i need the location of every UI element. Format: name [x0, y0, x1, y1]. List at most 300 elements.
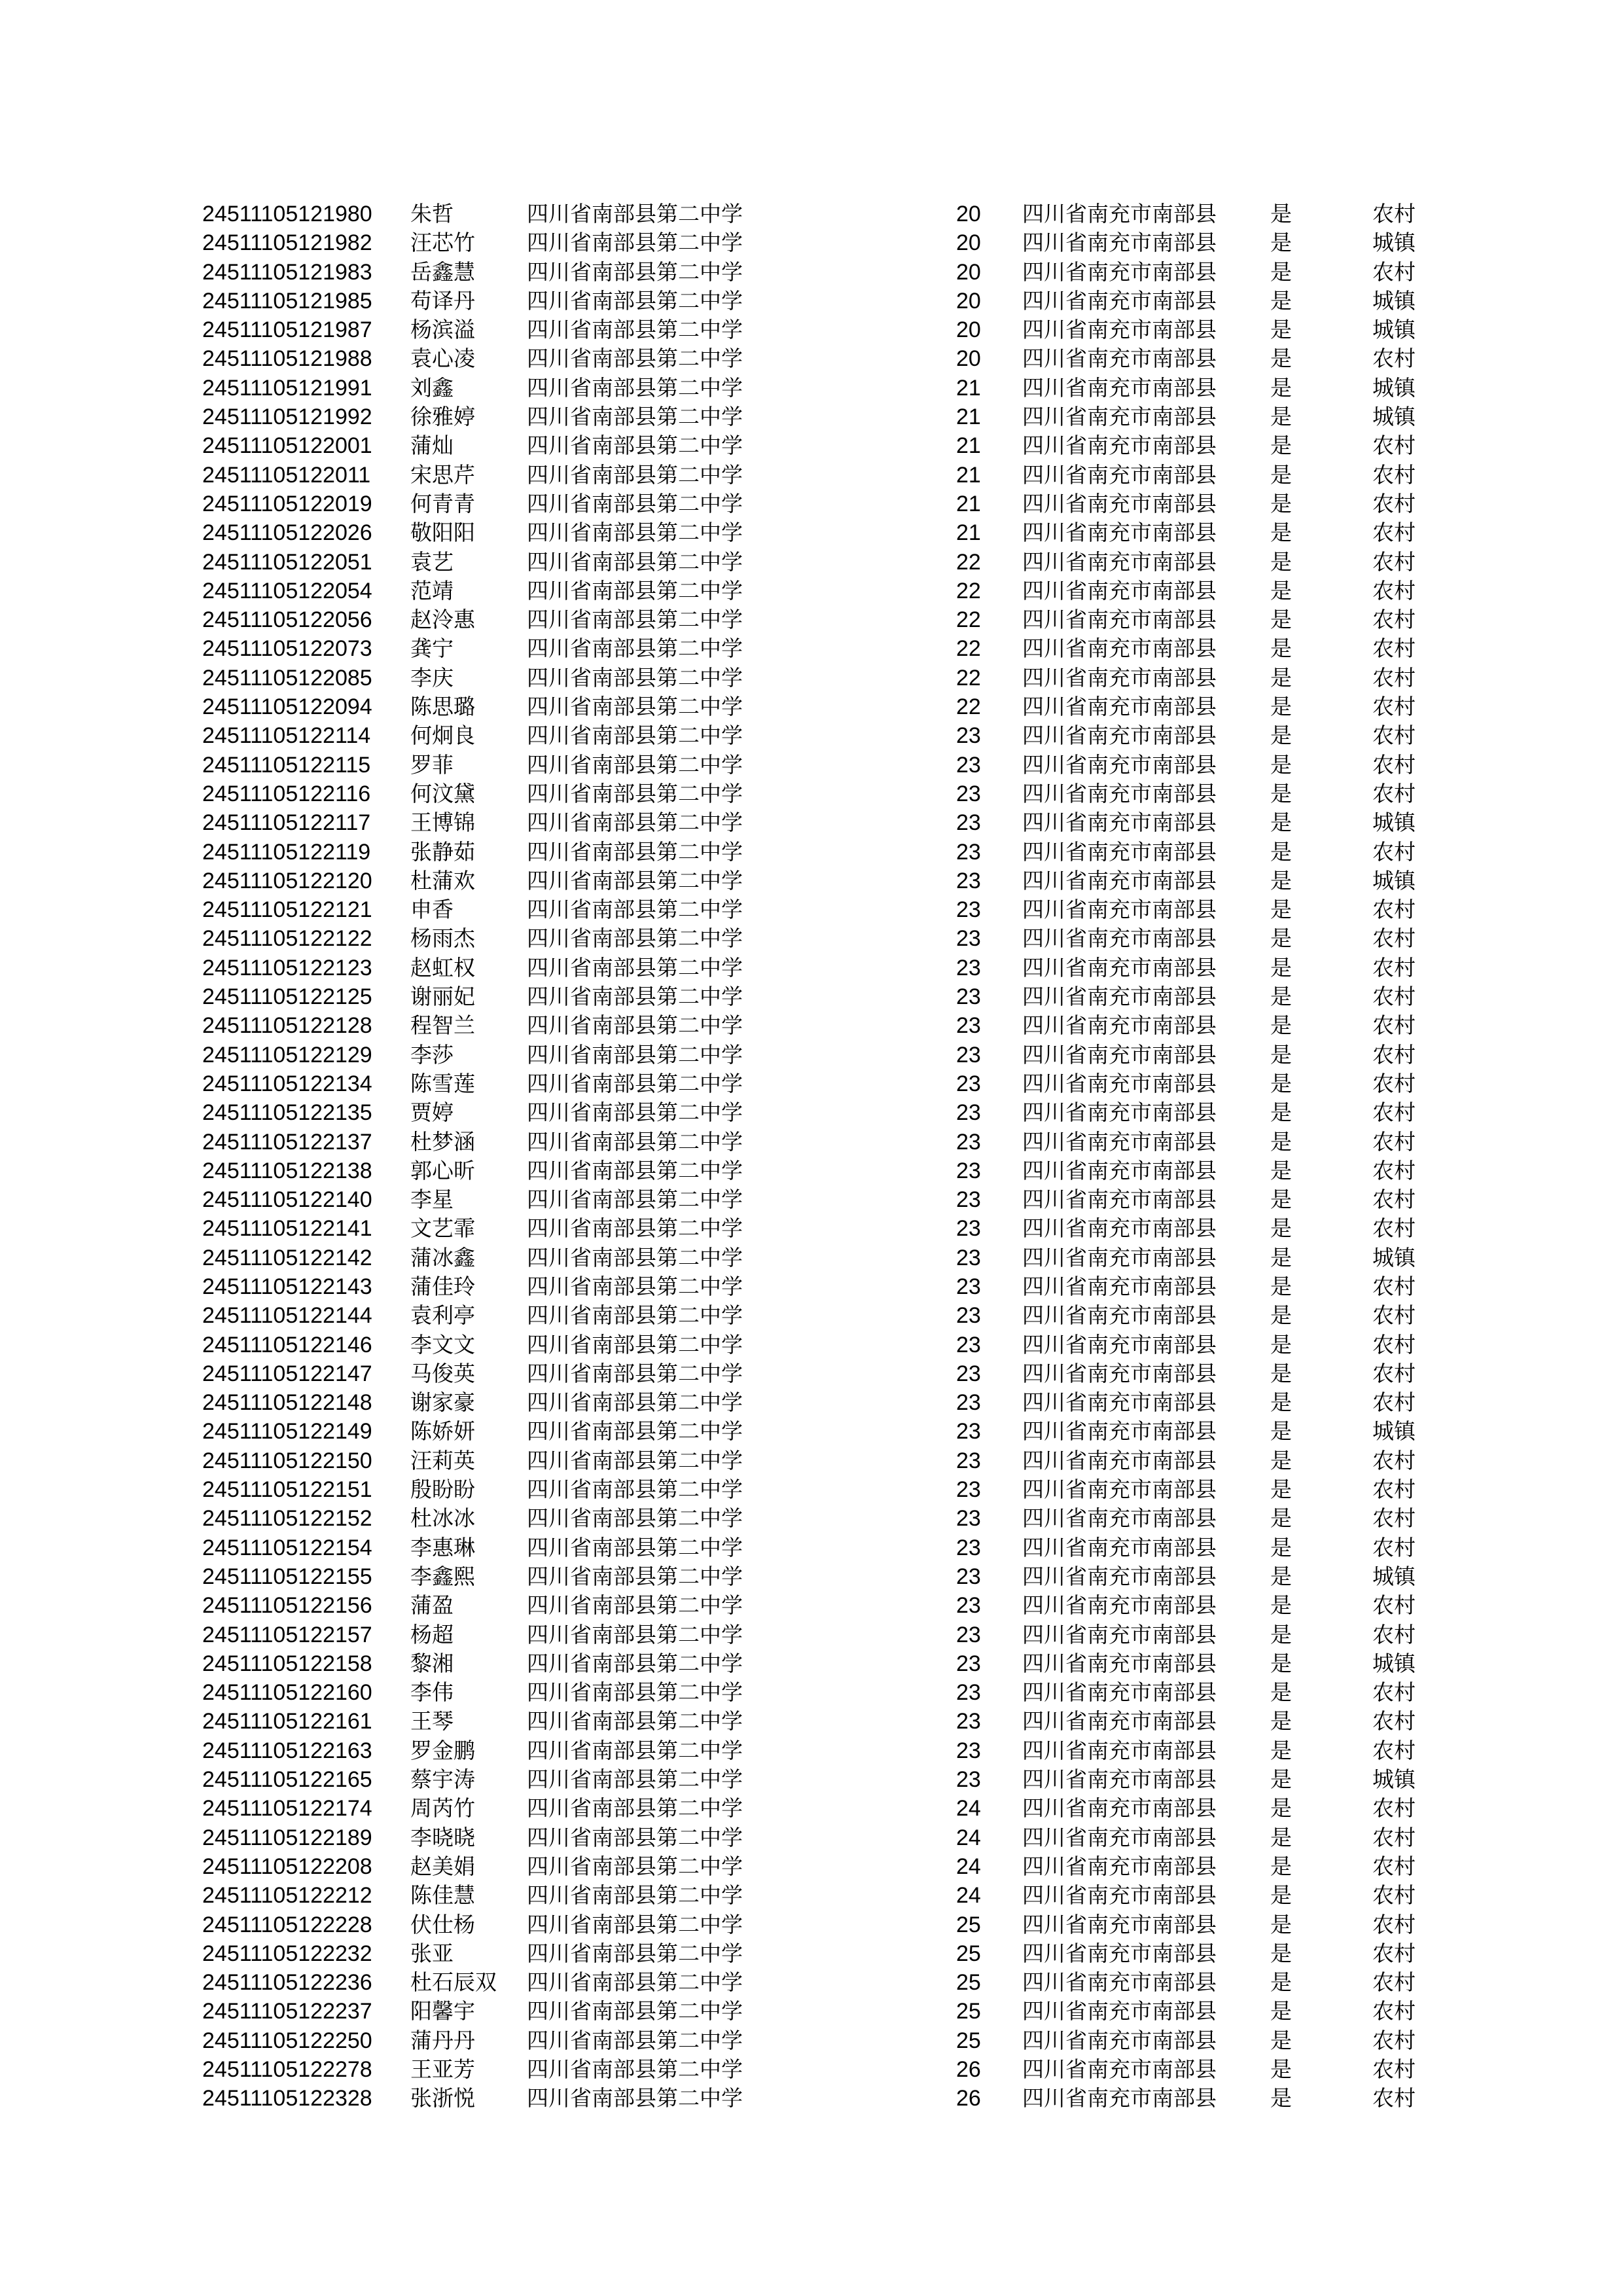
eligibility: 是	[1270, 954, 1292, 980]
score: 23	[956, 1013, 981, 1039]
student-id: 24511105121988	[202, 346, 372, 372]
score: 23	[956, 1187, 981, 1213]
school-name: 四川省南部县第二中学	[527, 1273, 743, 1299]
student-id: 24511105122161	[202, 1709, 372, 1734]
school-name: 四川省南部县第二中学	[527, 984, 743, 1010]
school-name: 四川省南部县第二中学	[527, 1331, 743, 1357]
student-name: 蒲丹丹	[410, 2027, 475, 2053]
table-row	[0, 1331, 1623, 1359]
school-name: 四川省南部县第二中学	[527, 636, 743, 662]
score: 22	[956, 665, 981, 691]
table-row	[0, 374, 1623, 403]
school-name: 四川省南部县第二中学	[527, 751, 743, 778]
table-row	[0, 1417, 1623, 1446]
score: 23	[956, 1071, 981, 1096]
school-name: 四川省南部县第二中学	[527, 259, 743, 285]
score: 23	[956, 1361, 981, 1386]
table-row	[0, 634, 1623, 663]
student-id: 24511105122134	[202, 1071, 372, 1096]
score: 23	[956, 1332, 981, 1357]
eligibility: 是	[1270, 2056, 1292, 2082]
student-name: 汪莉英	[410, 1447, 475, 1473]
score: 23	[956, 1303, 981, 1329]
eligibility: 是	[1270, 490, 1292, 516]
school-name: 四川省南部县第二中学	[527, 954, 743, 980]
score: 24	[956, 1796, 981, 1821]
student-id: 24511105122156	[202, 1593, 372, 1619]
table-row	[0, 1736, 1623, 1765]
score: 23	[956, 1129, 981, 1155]
region: 四川省南充市南部县	[1022, 925, 1217, 952]
table-row	[0, 924, 1623, 953]
student-id: 24511105122151	[202, 1477, 372, 1503]
residence-type: 城镇	[1372, 1418, 1416, 1444]
student-name: 杜冰冰	[410, 1505, 475, 1532]
residence-type: 农村	[1372, 433, 1416, 459]
eligibility: 是	[1270, 925, 1292, 952]
school-name: 四川省南部县第二中学	[527, 1070, 743, 1096]
residence-type: 农村	[1372, 897, 1416, 923]
student-name: 文艺霏	[410, 1215, 475, 1242]
residence-type: 农村	[1372, 1621, 1416, 1647]
school-name: 四川省南部县第二中学	[527, 1940, 743, 1966]
student-name: 蒲灿	[410, 433, 454, 459]
eligibility: 是	[1270, 317, 1292, 343]
school-name: 四川省南部县第二中学	[527, 1911, 743, 1937]
table-row	[0, 315, 1623, 344]
region: 四川省南充市南部县	[1022, 1767, 1217, 1793]
score: 22	[956, 607, 981, 633]
school-name: 四川省南部县第二中学	[527, 577, 743, 603]
table-row	[0, 344, 1623, 373]
region: 四川省南充市南部县	[1022, 2056, 1217, 2082]
residence-type: 农村	[1372, 1013, 1416, 1039]
table-row	[0, 838, 1623, 867]
eligibility: 是	[1270, 1882, 1292, 1909]
score: 21	[956, 520, 981, 546]
eligibility: 是	[1270, 838, 1292, 865]
school-name: 四川省南部县第二中学	[527, 897, 743, 923]
region: 四川省南充市南部县	[1022, 810, 1217, 836]
school-name: 四川省南部县第二中学	[527, 1795, 743, 1821]
region: 四川省南充市南部县	[1022, 1563, 1217, 1589]
score: 25	[956, 1941, 981, 1966]
region: 四川省南充市南部县	[1022, 1650, 1217, 1676]
table-row	[0, 780, 1623, 808]
residence-type: 农村	[1372, 461, 1416, 488]
residence-type: 农村	[1372, 1273, 1416, 1299]
school-name: 四川省南部县第二中学	[527, 548, 743, 575]
score: 23	[956, 1709, 981, 1734]
score: 23	[956, 1100, 981, 1126]
school-name: 四川省南部县第二中学	[527, 461, 743, 488]
region: 四川省南充市南部县	[1022, 1592, 1217, 1619]
region: 四川省南充市南部县	[1022, 664, 1217, 691]
eligibility: 是	[1270, 1795, 1292, 1821]
residence-type: 农村	[1372, 723, 1416, 749]
student-name: 蒲盈	[410, 1592, 454, 1619]
score: 23	[956, 1767, 981, 1793]
region: 四川省南充市南部县	[1022, 346, 1217, 372]
table-row	[0, 1185, 1623, 1214]
residence-type: 农村	[1372, 1331, 1416, 1357]
student-id: 24511105122228	[202, 1912, 372, 1937]
table-row	[0, 1794, 1623, 1823]
eligibility: 是	[1270, 1100, 1292, 1126]
student-id: 24511105122123	[202, 955, 372, 980]
school-name: 四川省南部县第二中学	[527, 1882, 743, 1909]
student-id: 24511105122157	[202, 1622, 372, 1647]
student-name: 王亚芳	[410, 2056, 475, 2082]
score: 23	[956, 868, 981, 893]
score: 24	[956, 1854, 981, 1879]
school-name: 四川省南部县第二中学	[527, 1418, 743, 1444]
residence-type: 农村	[1372, 1708, 1416, 1734]
student-name: 王琴	[410, 1708, 454, 1734]
table-row	[0, 1011, 1623, 1040]
score: 20	[956, 202, 981, 226]
student-name: 杨滨溢	[410, 317, 475, 343]
student-name: 申香	[410, 897, 454, 923]
eligibility: 是	[1270, 1187, 1292, 1213]
student-id: 24511105121985	[202, 288, 372, 314]
residence-type: 农村	[1372, 1592, 1416, 1619]
student-id: 24511105121992	[202, 404, 372, 430]
student-name: 袁艺	[410, 548, 454, 575]
table-row	[0, 867, 1623, 895]
school-name: 四川省南部县第二中学	[527, 1244, 743, 1270]
score: 20	[956, 317, 981, 343]
score: 25	[956, 2028, 981, 2053]
school-name: 四川省南部县第二中学	[527, 1187, 743, 1213]
score: 23	[956, 810, 981, 836]
eligibility: 是	[1270, 1650, 1292, 1676]
student-id: 24511105122121	[202, 897, 372, 923]
table-row	[0, 1388, 1623, 1417]
eligibility: 是	[1270, 1041, 1292, 1067]
region: 四川省南充市南部县	[1022, 490, 1217, 516]
student-name: 杜蒲欢	[410, 867, 475, 893]
residence-type: 农村	[1372, 1534, 1416, 1560]
student-name: 李晓晓	[410, 1824, 475, 1850]
score: 23	[956, 723, 981, 749]
eligibility: 是	[1270, 1534, 1292, 1560]
region: 四川省南充市南部县	[1022, 1998, 1217, 2024]
student-name: 李文文	[410, 1331, 475, 1357]
student-name: 郭心昕	[410, 1157, 475, 1183]
region: 四川省南充市南部县	[1022, 1215, 1217, 1242]
residence-type: 农村	[1372, 1795, 1416, 1821]
region: 四川省南充市南部县	[1022, 636, 1217, 662]
student-name: 敬阳阳	[410, 520, 475, 546]
residence-type: 农村	[1372, 577, 1416, 603]
region: 四川省南充市南部县	[1022, 1041, 1217, 1067]
table-row	[0, 1214, 1623, 1243]
student-name: 宋思芹	[410, 461, 475, 488]
eligibility: 是	[1270, 433, 1292, 459]
eligibility: 是	[1270, 287, 1292, 314]
student-id: 24511105122085	[202, 665, 372, 691]
school-name: 四川省南部县第二中学	[527, 1447, 743, 1473]
region: 四川省南充市南部县	[1022, 287, 1217, 314]
score: 21	[956, 491, 981, 516]
student-id: 24511105122328	[202, 2086, 372, 2111]
score: 25	[956, 1912, 981, 1937]
table-row	[0, 403, 1623, 431]
table-row	[0, 1823, 1623, 1852]
school-name: 四川省南部县第二中学	[527, 867, 743, 893]
student-id: 24511105122212	[202, 1883, 372, 1909]
eligibility: 是	[1270, 636, 1292, 662]
residence-type: 农村	[1372, 954, 1416, 980]
score: 23	[956, 1158, 981, 1183]
student-id: 24511105121987	[202, 317, 372, 343]
student-name: 袁利亭	[410, 1302, 475, 1329]
student-name: 陈思璐	[410, 694, 475, 720]
student-id: 24511105122150	[202, 1448, 372, 1473]
student-id: 24511105122146	[202, 1332, 372, 1357]
region: 四川省南充市南部县	[1022, 1447, 1217, 1473]
school-name: 四川省南部县第二中学	[527, 1100, 743, 1126]
school-name: 四川省南部县第二中学	[527, 1563, 743, 1589]
eligibility: 是	[1270, 230, 1292, 256]
school-name: 四川省南部县第二中学	[527, 694, 743, 720]
school-name: 四川省南部县第二中学	[527, 780, 743, 806]
school-name: 四川省南部县第二中学	[527, 1477, 743, 1503]
residence-type: 农村	[1372, 1940, 1416, 1966]
residence-type: 城镇	[1372, 374, 1416, 401]
residence-type: 城镇	[1372, 810, 1416, 836]
residence-type: 农村	[1372, 1187, 1416, 1213]
student-id: 24511105122165	[202, 1767, 372, 1793]
student-name: 汪芯竹	[410, 230, 475, 256]
eligibility: 是	[1270, 1737, 1292, 1763]
eligibility: 是	[1270, 374, 1292, 401]
residence-type: 农村	[1372, 2085, 1416, 2111]
table-row	[0, 1968, 1623, 1997]
eligibility: 是	[1270, 2027, 1292, 2053]
score: 22	[956, 636, 981, 662]
region: 四川省南充市南部县	[1022, 1679, 1217, 1706]
school-name: 四川省南部县第二中学	[527, 317, 743, 343]
student-id: 24511105122142	[202, 1245, 372, 1270]
residence-type: 农村	[1372, 1824, 1416, 1850]
eligibility: 是	[1270, 1447, 1292, 1473]
eligibility: 是	[1270, 1592, 1292, 1619]
school-name: 四川省南部县第二中学	[527, 1679, 743, 1706]
eligibility: 是	[1270, 1505, 1292, 1532]
eligibility: 是	[1270, 694, 1292, 720]
school-name: 四川省南部县第二中学	[527, 2056, 743, 2082]
table-row	[0, 1475, 1623, 1504]
eligibility: 是	[1270, 548, 1292, 575]
student-id: 24511105122232	[202, 1941, 372, 1966]
region: 四川省南充市南部县	[1022, 1418, 1217, 1444]
student-id: 24511105122138	[202, 1158, 372, 1183]
school-name: 四川省南部县第二中学	[527, 1360, 743, 1386]
student-name: 王博锦	[410, 810, 475, 836]
table-row	[0, 1534, 1623, 1562]
eligibility: 是	[1270, 1273, 1292, 1299]
eligibility: 是	[1270, 1563, 1292, 1589]
student-name: 范靖	[410, 577, 454, 603]
eligibility: 是	[1270, 1302, 1292, 1329]
residence-type: 农村	[1372, 201, 1416, 226]
table-row	[0, 1852, 1623, 1881]
residence-type: 农村	[1372, 2056, 1416, 2082]
student-id: 24511105122119	[202, 839, 371, 865]
region: 四川省南充市南部县	[1022, 1013, 1217, 1039]
student-id: 24511105122152	[202, 1506, 372, 1532]
student-id: 24511105122117	[202, 810, 371, 836]
table-row	[0, 1504, 1623, 1533]
score: 20	[956, 259, 981, 285]
score: 22	[956, 578, 981, 603]
eligibility: 是	[1270, 404, 1292, 430]
residence-type: 农村	[1372, 1447, 1416, 1473]
student-id: 24511105122160	[202, 1680, 372, 1706]
region: 四川省南充市南部县	[1022, 1824, 1217, 1850]
school-name: 四川省南部县第二中学	[527, 607, 743, 633]
school-name: 四川省南部县第二中学	[527, 925, 743, 952]
eligibility: 是	[1270, 1013, 1292, 1039]
score: 25	[956, 1999, 981, 2024]
student-name: 殷盼盼	[410, 1477, 475, 1503]
student-id: 24511105122128	[202, 1013, 372, 1039]
school-name: 四川省南部县第二中学	[527, 374, 743, 401]
school-name: 四川省南部县第二中学	[527, 1824, 743, 1850]
table-row	[0, 2026, 1623, 2055]
student-name: 袁心凌	[410, 346, 475, 372]
student-id: 24511105122154	[202, 1535, 372, 1560]
residence-type: 农村	[1372, 1100, 1416, 1126]
region: 四川省南充市南部县	[1022, 433, 1217, 459]
score: 20	[956, 288, 981, 314]
student-name: 徐雅婷	[410, 404, 475, 430]
score: 23	[956, 1477, 981, 1503]
residence-type: 农村	[1372, 636, 1416, 662]
eligibility: 是	[1270, 1157, 1292, 1183]
student-name: 何汶黛	[410, 780, 475, 806]
school-name: 四川省南部县第二中学	[527, 1621, 743, 1647]
table-row	[0, 1272, 1623, 1301]
table-row	[0, 200, 1623, 228]
residence-type: 农村	[1372, 1969, 1416, 1996]
region: 四川省南充市南部县	[1022, 317, 1217, 343]
table-row	[0, 2084, 1623, 2113]
region: 四川省南充市南部县	[1022, 201, 1217, 226]
score: 21	[956, 462, 981, 488]
residence-type: 农村	[1372, 346, 1416, 372]
school-name: 四川省南部县第二中学	[527, 1302, 743, 1329]
residence-type: 农村	[1372, 1477, 1416, 1503]
student-id: 24511105122163	[202, 1738, 372, 1763]
residence-type: 农村	[1372, 2027, 1416, 2053]
residence-type: 农村	[1372, 984, 1416, 1010]
student-name: 李莎	[410, 1041, 454, 1067]
table-row	[0, 228, 1623, 257]
student-name: 谢丽妃	[410, 984, 475, 1010]
student-name: 李星	[410, 1187, 454, 1213]
student-name: 杨超	[410, 1621, 454, 1647]
score: 23	[956, 1738, 981, 1763]
eligibility: 是	[1270, 751, 1292, 778]
residence-type: 农村	[1372, 1853, 1416, 1879]
region: 四川省南充市南部县	[1022, 984, 1217, 1010]
table-row	[0, 1707, 1623, 1736]
student-name: 陈雪莲	[410, 1070, 475, 1096]
score: 23	[956, 752, 981, 778]
table-row	[0, 1678, 1623, 1707]
student-id: 24511105122135	[202, 1100, 372, 1126]
score: 23	[956, 1448, 981, 1473]
student-name: 何炯良	[410, 723, 475, 749]
table-row	[0, 1910, 1623, 1939]
school-name: 四川省南部县第二中学	[527, 1157, 743, 1183]
table-row	[0, 1301, 1623, 1330]
score: 23	[956, 1651, 981, 1676]
residence-type: 城镇	[1372, 1650, 1416, 1676]
residence-type: 城镇	[1372, 317, 1416, 343]
student-name: 朱哲	[410, 201, 454, 226]
school-name: 四川省南部县第二中学	[527, 201, 743, 226]
table-row	[0, 751, 1623, 780]
student-id: 24511105122147	[202, 1361, 372, 1386]
residence-type: 农村	[1372, 1998, 1416, 2024]
student-id: 24511105122026	[202, 520, 372, 546]
table-row	[0, 1359, 1623, 1388]
table-row	[0, 461, 1623, 490]
student-name: 李惠琳	[410, 1534, 475, 1560]
student-id: 24511105122116	[202, 781, 371, 806]
eligibility: 是	[1270, 1679, 1292, 1706]
school-name: 四川省南部县第二中学	[527, 490, 743, 516]
table-row	[0, 1765, 1623, 1794]
region: 四川省南充市南部县	[1022, 1244, 1217, 1270]
student-name: 苟译丹	[410, 287, 475, 314]
school-name: 四川省南部县第二中学	[527, 1998, 743, 2024]
student-id: 24511105122237	[202, 1999, 372, 2024]
residence-type: 城镇	[1372, 404, 1416, 430]
eligibility: 是	[1270, 577, 1292, 603]
eligibility: 是	[1270, 1418, 1292, 1444]
eligibility: 是	[1270, 1767, 1292, 1793]
eligibility: 是	[1270, 1070, 1292, 1096]
table-row	[0, 1157, 1623, 1185]
student-name: 蒲冰鑫	[410, 1244, 475, 1270]
region: 四川省南充市南部县	[1022, 1128, 1217, 1155]
score: 20	[956, 230, 981, 256]
residence-type: 农村	[1372, 664, 1416, 691]
eligibility: 是	[1270, 1477, 1292, 1503]
region: 四川省南充市南部县	[1022, 694, 1217, 720]
student-id: 24511105121983	[202, 259, 372, 285]
table-row	[0, 1591, 1623, 1620]
residence-type: 农村	[1372, 1128, 1416, 1155]
score: 25	[956, 1970, 981, 1996]
student-id: 24511105122001	[202, 433, 372, 459]
student-id: 24511105122122	[202, 926, 372, 952]
score: 23	[956, 781, 981, 806]
student-name: 何青青	[410, 490, 475, 516]
eligibility: 是	[1270, 723, 1292, 749]
school-name: 四川省南部县第二中学	[527, 520, 743, 546]
residence-type: 农村	[1372, 694, 1416, 720]
student-id: 24511105122148	[202, 1390, 372, 1416]
region: 四川省南充市南部县	[1022, 1187, 1217, 1213]
region: 四川省南充市南部县	[1022, 1969, 1217, 1996]
student-name: 岳鑫慧	[410, 259, 475, 285]
